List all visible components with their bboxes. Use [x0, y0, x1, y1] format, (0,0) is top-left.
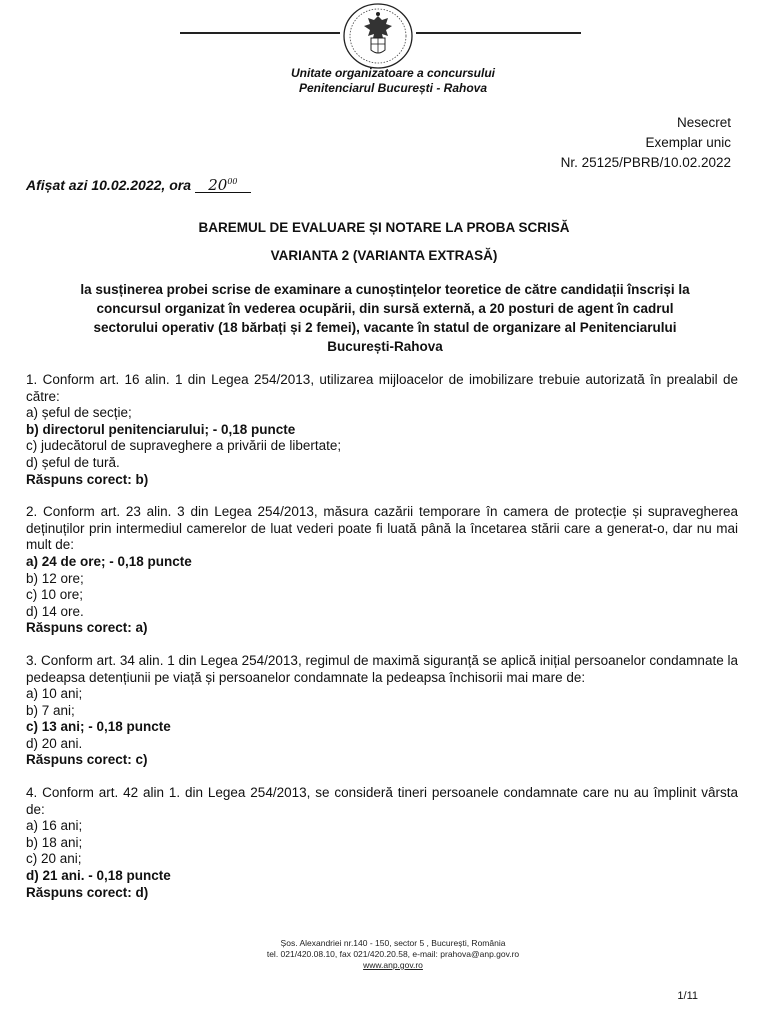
- option-c: c) judecătorul de supraveghere a privării de libertate;: [26, 438, 342, 454]
- footer-address: Șos. Alexandriei nr.140 - 150, sector 5 , București, România: [280, 938, 506, 948]
- option-a-correct: a) 24 de ore; - 0,18 puncte: [26, 553, 192, 569]
- question-text: 2. Conform art. 23 alin. 3 din Legea 254/2013, măsura cazării temporare în camera de protecție și supravegherea deținuților prin intermediul camerelor de luat vederi poate fi luată până la încetarea stării care a generat-o, dar nu mai mult de:: [26, 504, 738, 553]
- option-c-correct: c) 13 ani; - 0,18 puncte: [26, 719, 171, 735]
- question-text: 3. Conform art. 34 alin. 1 din Legea 254/2013, regimul de maximă siguranță se aplică inițial persoanelor condamnate la pedeapsa detențiunii pe viață și persoanelor condamnate la pedeapsa închisorii mai mare de:: [26, 652, 738, 685]
- document-title: BAREMUL DE EVALUARE ȘI NOTARE LA PROBA SCRISĂ: [198, 220, 570, 235]
- posted-label: Afișat azi 10.02.2022, ora: [26, 177, 191, 193]
- option-a: a) 10 ani;: [26, 686, 83, 702]
- organizer-unit-label: Unitate organizatoare a concursului: [290, 66, 496, 80]
- document-meta: [561, 113, 731, 173]
- option-b: b) 7 ani;: [26, 702, 75, 718]
- correct-answer: Răspuns corect: a): [26, 620, 148, 636]
- option-c: c) 20 ani;: [26, 851, 82, 867]
- questions-list: [26, 372, 738, 917]
- posted-hour-handwritten: $20^{00}$: [195, 175, 251, 193]
- copy-label: Exemplar unic: [645, 135, 731, 150]
- option-d: d) 14 ore.: [26, 603, 84, 619]
- posted-notice: [26, 175, 251, 193]
- header-rule-right: [416, 32, 581, 34]
- option-a: a) 16 ani;: [26, 818, 83, 834]
- correct-answer: Răspuns corect: c): [26, 752, 148, 768]
- option-d: d) șeful de tură.: [26, 454, 120, 470]
- registration-number: Nr. 25125/PBRB/10.02.2022: [560, 155, 731, 170]
- correct-answer: Răspuns corect: d): [26, 884, 149, 900]
- question-text: 4. Conform art. 42 alin 1. din Legea 254/2013, se consideră tineri persoanele condamnate care nu au împlinit vârsta de:: [26, 785, 738, 817]
- page-number: 1/11: [677, 990, 698, 1002]
- document-header: [0, 0, 768, 100]
- question-2: [26, 504, 738, 637]
- organizer-unit-name: Penitenciarul București - Rahova: [298, 81, 488, 95]
- footer-contact: tel. 021/420.08.10, fax 021/420.20.58, e-mail: prahova@anp.gov.ro: [266, 949, 520, 959]
- correct-answer: Răspuns corect: b): [26, 471, 149, 487]
- romanian-coat-of-arms-icon: [340, 2, 416, 70]
- question-1: [26, 372, 738, 488]
- classification-label: Nesecret: [676, 115, 731, 130]
- option-a: a) șeful de secție;: [26, 405, 132, 421]
- question-3: [26, 653, 738, 769]
- variant-title: VARIANTA 2 (VARIANTA EXTRASĂ): [270, 248, 498, 263]
- option-c: c) 10 ore;: [26, 587, 84, 603]
- option-b: b) 18 ani;: [26, 834, 83, 850]
- footer-website-link[interactable]: www.anp.gov.ro: [363, 960, 423, 970]
- document-footer: [200, 938, 586, 971]
- header-rule-left: [180, 32, 340, 34]
- option-b-correct: b) directorul penitenciarului; - 0,18 puncte: [26, 421, 296, 437]
- option-b: b) 12 ore;: [26, 570, 84, 586]
- option-d-correct: d) 21 ani. - 0,18 puncte: [26, 868, 171, 884]
- question-text: 1. Conform art. 16 alin. 1 din Legea 254/2013, utilizarea mijloacelor de imobilizare trebuie autorizată în prealabil de către:: [26, 372, 738, 404]
- option-d: d) 20 ani.: [26, 735, 83, 751]
- question-4: [26, 785, 738, 901]
- document-subtitle: la susținerea probei scrise de examinare a cunoștințelor teoretice de către candidații înscriși la concursul organizat în vederea ocupării, din sursă externă, a 20 posturi de agent în cadrul sectorului operativ (18 bărbați și 2 femei), vacante în statul de organizare al Penitenciarului București-Rahova: [80, 282, 690, 354]
